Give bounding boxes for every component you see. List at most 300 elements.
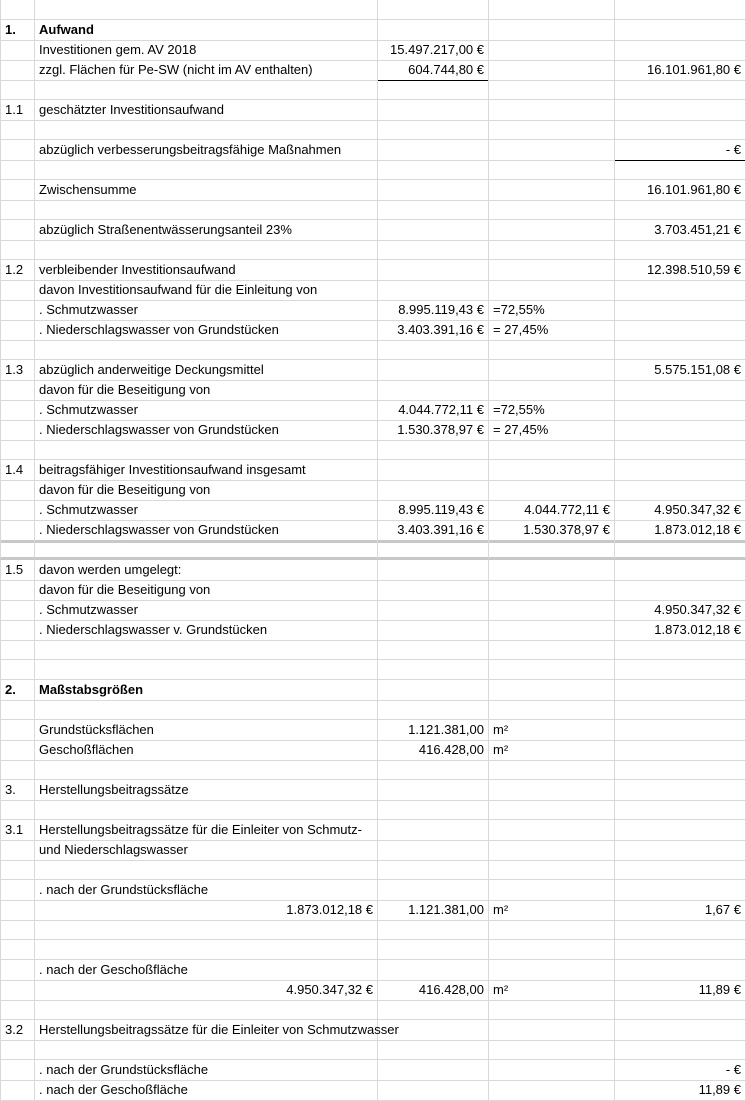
sheet-cell[interactable] bbox=[378, 380, 489, 401]
sheet-cell[interactable]: 1.121.381,00 bbox=[378, 720, 489, 741]
sheet-cell[interactable] bbox=[615, 160, 746, 180]
sheet-cell[interactable] bbox=[378, 120, 489, 140]
sheet-cell[interactable]: abzüglich verbesserungsbeitragsfähige Maßnahmen bbox=[35, 140, 378, 161]
sheet-cell[interactable] bbox=[378, 160, 489, 180]
sheet-cell[interactable] bbox=[0, 280, 35, 301]
sheet-cell[interactable] bbox=[615, 20, 746, 41]
sheet-cell[interactable] bbox=[378, 960, 489, 981]
sheet-cell[interactable] bbox=[378, 1040, 489, 1060]
sheet-cell[interactable] bbox=[378, 260, 489, 281]
sheet-cell[interactable] bbox=[615, 320, 746, 341]
sheet-cell[interactable]: 16.101.961,80 € bbox=[615, 180, 746, 201]
sheet-cell[interactable] bbox=[615, 960, 746, 981]
sheet-cell[interactable] bbox=[489, 260, 615, 281]
sheet-cell[interactable] bbox=[489, 620, 615, 641]
sheet-cell[interactable] bbox=[0, 720, 35, 741]
sheet-cell[interactable] bbox=[489, 220, 615, 241]
sheet-cell[interactable] bbox=[0, 580, 35, 601]
sheet-cell[interactable]: 4.044.772,11 € bbox=[489, 500, 615, 521]
sheet-cell[interactable] bbox=[489, 860, 615, 880]
sheet-cell[interactable] bbox=[0, 860, 35, 880]
sheet-cell[interactable] bbox=[0, 640, 35, 660]
sheet-cell[interactable] bbox=[35, 1040, 378, 1060]
sheet-cell[interactable] bbox=[489, 560, 615, 581]
sheet-cell[interactable]: 16.101.961,80 € bbox=[615, 60, 746, 81]
sheet-cell[interactable] bbox=[489, 440, 615, 460]
sheet-cell[interactable] bbox=[489, 1040, 615, 1060]
sheet-cell[interactable] bbox=[489, 700, 615, 720]
sheet-cell[interactable] bbox=[378, 0, 489, 20]
sheet-cell[interactable] bbox=[489, 680, 615, 701]
sheet-cell[interactable] bbox=[615, 1020, 746, 1041]
sheet-cell[interactable] bbox=[0, 240, 35, 260]
sheet-cell[interactable] bbox=[489, 100, 615, 121]
sheet-cell[interactable]: m² bbox=[489, 720, 615, 741]
sheet-cell[interactable] bbox=[378, 1060, 489, 1081]
sheet-row bbox=[0, 1000, 746, 1020]
sheet-cell[interactable]: Herstellungsbeitragssätze bbox=[35, 780, 378, 801]
sheet-cell[interactable] bbox=[489, 160, 615, 180]
sheet-cell[interactable] bbox=[378, 280, 489, 301]
sheet-cell[interactable] bbox=[35, 940, 378, 960]
sheet-cell[interactable] bbox=[378, 880, 489, 901]
sheet-cell[interactable]: 3.2 bbox=[0, 1020, 35, 1041]
sheet-cell[interactable]: . nach der Grundstücksfläche bbox=[35, 1060, 378, 1081]
sheet-cell[interactable] bbox=[35, 0, 378, 20]
sheet-cell[interactable] bbox=[615, 560, 746, 581]
sheet-cell[interactable]: 4.950.347,32 € bbox=[615, 600, 746, 621]
sheet-cell[interactable] bbox=[35, 80, 378, 100]
sheet-cell[interactable] bbox=[378, 600, 489, 621]
sheet-cell[interactable]: abzüglich Straßenentwässerungsanteil 23% bbox=[35, 220, 378, 241]
sheet-cell[interactable]: . Niederschlagswasser von Grundstücken bbox=[35, 520, 378, 543]
sheet-cell[interactable] bbox=[378, 580, 489, 601]
sheet-cell[interactable]: 1. bbox=[0, 20, 35, 41]
sheet-cell[interactable] bbox=[0, 380, 35, 401]
sheet-cell[interactable] bbox=[0, 160, 35, 180]
sheet-cell[interactable] bbox=[489, 760, 615, 780]
sheet-row bbox=[0, 720, 746, 740]
sheet-cell[interactable] bbox=[489, 600, 615, 621]
sheet-cell[interactable] bbox=[378, 560, 489, 581]
sheet-cell[interactable] bbox=[0, 420, 35, 441]
sheet-cell[interactable]: davon für die Beseitigung von bbox=[35, 580, 378, 601]
sheet-cell[interactable] bbox=[378, 820, 489, 841]
sheet-cell[interactable] bbox=[615, 40, 746, 61]
sheet-cell[interactable]: - € bbox=[615, 140, 746, 161]
sheet-cell[interactable] bbox=[0, 0, 35, 20]
sheet-cell[interactable] bbox=[615, 420, 746, 441]
sheet-row bbox=[0, 860, 746, 880]
sheet-cell[interactable] bbox=[615, 680, 746, 701]
sheet-cell[interactable] bbox=[378, 360, 489, 381]
sheet-cell[interactable] bbox=[35, 340, 378, 360]
sheet-row bbox=[0, 900, 746, 920]
sheet-cell[interactable]: . nach der Geschoßfläche bbox=[35, 960, 378, 981]
sheet-cell[interactable] bbox=[615, 100, 746, 121]
sheet-cell[interactable]: . Niederschlagswasser von Grundstücken bbox=[35, 420, 378, 441]
sheet-cell[interactable]: m² bbox=[489, 980, 615, 1001]
sheet-cell[interactable]: Maßstabsgrößen bbox=[35, 680, 378, 701]
sheet-cell[interactable] bbox=[378, 220, 489, 241]
sheet-cell[interactable] bbox=[378, 680, 489, 701]
sheet-cell[interactable] bbox=[615, 240, 746, 260]
sheet-cell[interactable] bbox=[615, 440, 746, 460]
sheet-cell[interactable]: . Niederschlagswasser v. Grundstücken bbox=[35, 620, 378, 641]
sheet-cell[interactable] bbox=[615, 700, 746, 720]
sheet-cell[interactable]: 1.530.378,97 € bbox=[489, 520, 615, 543]
sheet-cell[interactable] bbox=[0, 40, 35, 61]
sheet-row bbox=[0, 160, 746, 180]
sheet-cell[interactable] bbox=[35, 660, 378, 680]
sheet-cell[interactable] bbox=[489, 20, 615, 41]
sheet-cell[interactable] bbox=[489, 480, 615, 501]
sheet-row bbox=[0, 40, 746, 60]
sheet-cell[interactable]: 416.428,00 bbox=[378, 740, 489, 761]
sheet-cell[interactable] bbox=[489, 80, 615, 100]
sheet-cell[interactable] bbox=[615, 540, 746, 560]
sheet-cell[interactable] bbox=[378, 1000, 489, 1020]
sheet-cell[interactable]: beitragsfähiger Investitionsaufwand insgesamt bbox=[35, 460, 378, 481]
sheet-cell[interactable] bbox=[378, 940, 489, 960]
sheet-cell[interactable]: 11,89 € bbox=[615, 1080, 746, 1101]
sheet-row bbox=[0, 580, 746, 600]
sheet-cell[interactable] bbox=[0, 960, 35, 981]
sheet-cell[interactable]: 4.950.347,32 € bbox=[615, 500, 746, 521]
sheet-cell[interactable] bbox=[0, 760, 35, 780]
sheet-cell[interactable]: 1.121.381,00 bbox=[378, 900, 489, 921]
sheet-cell[interactable] bbox=[615, 400, 746, 421]
sheet-cell[interactable] bbox=[378, 860, 489, 880]
sheet-row bbox=[0, 180, 746, 200]
sheet-cell[interactable] bbox=[0, 80, 35, 100]
sheet-cell[interactable] bbox=[489, 360, 615, 381]
sheet-cell[interactable] bbox=[489, 0, 615, 20]
sheet-cell[interactable]: davon werden umgelegt: bbox=[35, 560, 378, 581]
sheet-cell[interactable] bbox=[378, 200, 489, 220]
sheet-cell[interactable]: 4.044.772,11 € bbox=[378, 400, 489, 421]
sheet-cell[interactable] bbox=[615, 720, 746, 741]
sheet-cell[interactable]: = 27,45% bbox=[489, 320, 615, 341]
sheet-cell[interactable] bbox=[0, 1040, 35, 1060]
sheet-cell[interactable] bbox=[35, 700, 378, 720]
sheet-cell[interactable] bbox=[0, 200, 35, 220]
sheet-cell[interactable] bbox=[489, 1080, 615, 1101]
sheet-cell[interactable] bbox=[615, 340, 746, 360]
sheet-cell[interactable] bbox=[615, 760, 746, 780]
sheet-cell[interactable] bbox=[0, 1060, 35, 1081]
sheet-cell[interactable] bbox=[0, 840, 35, 861]
sheet-row bbox=[0, 640, 746, 660]
sheet-cell[interactable]: 1.873.012,18 € bbox=[35, 900, 378, 921]
sheet-cell[interactable] bbox=[489, 780, 615, 801]
sheet-cell[interactable] bbox=[489, 920, 615, 940]
sheet-cell[interactable]: davon Investitionsaufwand für die Einleitung von bbox=[35, 280, 378, 301]
sheet-cell[interactable]: 1.873.012,18 € bbox=[615, 520, 746, 543]
sheet-row bbox=[0, 980, 746, 1000]
sheet-cell[interactable]: Herstellungsbeitragssätze für die Einleiter von Schmutz- bbox=[35, 820, 378, 841]
sheet-cell[interactable] bbox=[378, 660, 489, 680]
sheet-cell[interactable] bbox=[615, 640, 746, 660]
sheet-row bbox=[0, 700, 746, 720]
sheet-cell[interactable]: 1.4 bbox=[0, 460, 35, 481]
sheet-cell[interactable] bbox=[378, 1080, 489, 1101]
sheet-cell[interactable] bbox=[0, 600, 35, 621]
sheet-cell[interactable] bbox=[378, 780, 489, 801]
sheet-cell[interactable] bbox=[0, 180, 35, 201]
sheet-cell[interactable]: . Schmutzwasser bbox=[35, 500, 378, 521]
sheet-cell[interactable]: Aufwand bbox=[35, 20, 378, 41]
sheet-cell[interactable]: 12.398.510,59 € bbox=[615, 260, 746, 281]
sheet-cell[interactable]: 8.995.119,43 € bbox=[378, 300, 489, 321]
sheet-cell[interactable] bbox=[378, 180, 489, 201]
sheet-cell[interactable] bbox=[615, 80, 746, 100]
sheet-cell[interactable] bbox=[489, 240, 615, 260]
sheet-cell[interactable] bbox=[489, 120, 615, 140]
sheet-cell[interactable]: 4.950.347,32 € bbox=[35, 980, 378, 1001]
sheet-cell[interactable] bbox=[489, 800, 615, 820]
sheet-cell[interactable]: davon für die Beseitigung von bbox=[35, 480, 378, 501]
sheet-cell[interactable] bbox=[0, 620, 35, 641]
sheet-cell[interactable] bbox=[615, 780, 746, 801]
sheet-cell[interactable] bbox=[489, 460, 615, 481]
sheet-cell[interactable]: abzüglich anderweitige Deckungsmittel bbox=[35, 360, 378, 381]
sheet-cell[interactable] bbox=[615, 0, 746, 20]
sheet-cell[interactable] bbox=[489, 580, 615, 601]
sheet-cell[interactable]: Geschoßflächen bbox=[35, 740, 378, 761]
sheet-cell[interactable]: =72,55% bbox=[489, 300, 615, 321]
sheet-cell[interactable] bbox=[35, 760, 378, 780]
sheet-cell[interactable]: 416.428,00 bbox=[378, 980, 489, 1001]
sheet-cell[interactable]: Grundstücksflächen bbox=[35, 720, 378, 741]
sheet-cell[interactable]: 11,89 € bbox=[615, 980, 746, 1001]
sheet-row bbox=[0, 960, 746, 980]
sheet-cell[interactable]: davon für die Beseitigung von bbox=[35, 380, 378, 401]
sheet-cell[interactable] bbox=[615, 820, 746, 841]
sheet-cell[interactable] bbox=[489, 660, 615, 680]
sheet-cell[interactable]: 3. bbox=[0, 780, 35, 801]
sheet-cell[interactable] bbox=[489, 1000, 615, 1020]
sheet-cell[interactable] bbox=[489, 540, 615, 560]
sheet-cell[interactable] bbox=[378, 920, 489, 940]
sheet-cell[interactable] bbox=[489, 60, 615, 81]
sheet-cell[interactable]: . nach der Grundstücksfläche bbox=[35, 880, 378, 901]
sheet-cell[interactable] bbox=[378, 620, 489, 641]
sheet-cell[interactable] bbox=[0, 1080, 35, 1101]
sheet-cell[interactable] bbox=[0, 800, 35, 820]
sheet-cell[interactable] bbox=[378, 760, 489, 780]
sheet-cell[interactable] bbox=[489, 1060, 615, 1081]
sheet-cell[interactable]: 3.1 bbox=[0, 820, 35, 841]
sheet-cell[interactable] bbox=[35, 920, 378, 940]
sheet-cell[interactable]: verbleibender Investitionsaufwand bbox=[35, 260, 378, 281]
sheet-row bbox=[0, 540, 746, 560]
sheet-cell[interactable] bbox=[378, 800, 489, 820]
sheet-cell[interactable] bbox=[0, 920, 35, 940]
sheet-cell[interactable]: und Niederschlagswasser bbox=[35, 840, 378, 861]
sheet-cell[interactable] bbox=[615, 660, 746, 680]
sheet-cell[interactable]: 604.744,80 € bbox=[378, 60, 489, 81]
sheet-cell[interactable] bbox=[489, 880, 615, 901]
sheet-cell[interactable]: . nach der Geschoßfläche bbox=[35, 1080, 378, 1101]
sheet-cell[interactable] bbox=[615, 800, 746, 820]
sheet-cell[interactable] bbox=[615, 1000, 746, 1020]
sheet-cell[interactable] bbox=[489, 1020, 615, 1041]
sheet-cell[interactable] bbox=[378, 80, 489, 100]
sheet-cell[interactable] bbox=[615, 740, 746, 761]
sheet-cell[interactable] bbox=[0, 500, 35, 521]
sheet-cell[interactable]: m² bbox=[489, 900, 615, 921]
sheet-cell[interactable] bbox=[35, 240, 378, 260]
sheet-row bbox=[0, 1020, 746, 1040]
sheet-cell[interactable]: 1.873.012,18 € bbox=[615, 620, 746, 641]
sheet-cell[interactable]: . Schmutzwasser bbox=[35, 600, 378, 621]
sheet-cell[interactable]: 3.403.391,16 € bbox=[378, 520, 489, 543]
sheet-cell[interactable] bbox=[35, 440, 378, 460]
sheet-cell[interactable] bbox=[0, 120, 35, 140]
sheet-cell[interactable] bbox=[35, 640, 378, 660]
sheet-cell[interactable]: 1.1 bbox=[0, 100, 35, 121]
sheet-cell[interactable] bbox=[615, 480, 746, 501]
sheet-cell[interactable] bbox=[35, 1000, 378, 1020]
sheet-cell[interactable] bbox=[378, 640, 489, 660]
sheet-cell[interactable] bbox=[0, 220, 35, 241]
sheet-cell[interactable] bbox=[0, 740, 35, 761]
sheet-row bbox=[0, 0, 746, 20]
sheet-cell[interactable] bbox=[0, 400, 35, 421]
sheet-cell[interactable] bbox=[489, 140, 615, 161]
sheet-cell[interactable]: 5.575.151,08 € bbox=[615, 360, 746, 381]
sheet-cell[interactable] bbox=[378, 20, 489, 41]
sheet-cell[interactable] bbox=[378, 840, 489, 861]
sheet-cell[interactable]: = 27,45% bbox=[489, 420, 615, 441]
sheet-cell[interactable] bbox=[615, 580, 746, 601]
sheet-cell[interactable] bbox=[489, 380, 615, 401]
sheet-cell[interactable]: 8.995.119,43 € bbox=[378, 500, 489, 521]
sheet-cell[interactable] bbox=[615, 380, 746, 401]
sheet-row bbox=[0, 460, 746, 480]
sheet-cell[interactable] bbox=[489, 840, 615, 861]
sheet-cell[interactable] bbox=[489, 820, 615, 841]
sheet-cell[interactable] bbox=[378, 100, 489, 121]
sheet-cell[interactable] bbox=[35, 160, 378, 180]
sheet-cell[interactable] bbox=[0, 940, 35, 960]
sheet-cell[interactable] bbox=[615, 120, 746, 140]
sheet-cell[interactable]: 3.403.391,16 € bbox=[378, 320, 489, 341]
sheet-cell[interactable]: 1,67 € bbox=[615, 900, 746, 921]
sheet-row bbox=[0, 560, 746, 580]
sheet-cell[interactable]: - € bbox=[615, 1060, 746, 1081]
sheet-cell[interactable] bbox=[615, 880, 746, 901]
sheet-cell[interactable] bbox=[615, 300, 746, 321]
sheet-cell[interactable] bbox=[489, 940, 615, 960]
sheet-cell[interactable] bbox=[0, 700, 35, 720]
sheet-row bbox=[0, 320, 746, 340]
sheet-cell[interactable] bbox=[0, 880, 35, 901]
sheet-cell[interactable]: =72,55% bbox=[489, 400, 615, 421]
sheet-cell[interactable] bbox=[615, 920, 746, 940]
sheet-cell[interactable] bbox=[0, 660, 35, 680]
sheet-cell[interactable]: . Schmutzwasser bbox=[35, 400, 378, 421]
sheet-row bbox=[0, 140, 746, 160]
sheet-cell[interactable]: . Schmutzwasser bbox=[35, 300, 378, 321]
sheet-cell[interactable] bbox=[489, 640, 615, 660]
sheet-cell[interactable] bbox=[378, 700, 489, 720]
sheet-cell[interactable] bbox=[489, 40, 615, 61]
sheet-cell[interactable] bbox=[378, 480, 489, 501]
sheet-cell[interactable] bbox=[0, 340, 35, 360]
sheet-cell[interactable] bbox=[489, 340, 615, 360]
sheet-cell[interactable] bbox=[378, 240, 489, 260]
sheet-cell[interactable] bbox=[615, 280, 746, 301]
sheet-cell[interactable] bbox=[35, 120, 378, 140]
sheet-cell[interactable] bbox=[35, 800, 378, 820]
sheet-cell[interactable]: 1.5 bbox=[0, 560, 35, 581]
sheet-cell[interactable] bbox=[35, 860, 378, 880]
sheet-cell[interactable] bbox=[0, 480, 35, 501]
sheet-cell[interactable] bbox=[378, 340, 489, 360]
sheet-row bbox=[0, 940, 746, 960]
sheet-cell[interactable] bbox=[615, 460, 746, 481]
sheet-cell[interactable] bbox=[0, 980, 35, 1001]
sheet-cell[interactable] bbox=[35, 200, 378, 220]
sheet-cell[interactable] bbox=[0, 540, 35, 560]
sheet-cell[interactable] bbox=[378, 540, 489, 560]
sheet-row bbox=[0, 100, 746, 120]
sheet-cell[interactable] bbox=[378, 460, 489, 481]
sheet-cell[interactable]: 1.530.378,97 € bbox=[378, 420, 489, 441]
sheet-row bbox=[0, 660, 746, 680]
sheet-cell[interactable] bbox=[378, 140, 489, 161]
sheet-cell[interactable] bbox=[615, 860, 746, 880]
sheet-cell[interactable] bbox=[489, 180, 615, 201]
sheet-cell[interactable]: 2. bbox=[0, 680, 35, 701]
sheet-cell[interactable]: 3.703.451,21 € bbox=[615, 220, 746, 241]
sheet-cell[interactable]: . Niederschlagswasser von Grundstücken bbox=[35, 320, 378, 341]
sheet-cell[interactable] bbox=[489, 200, 615, 220]
sheet-cell[interactable]: 15.497.217,00 € bbox=[378, 40, 489, 61]
sheet-cell[interactable] bbox=[615, 200, 746, 220]
sheet-cell[interactable] bbox=[0, 1000, 35, 1020]
sheet-cell[interactable] bbox=[489, 280, 615, 301]
sheet-cell[interactable]: 1.2 bbox=[0, 260, 35, 281]
sheet-cell[interactable] bbox=[489, 960, 615, 981]
sheet-cell[interactable] bbox=[378, 440, 489, 460]
sheet-cell[interactable]: Herstellungsbeitragssätze für die Einleiter von Schmutzwasser bbox=[35, 1020, 378, 1041]
sheet-cell[interactable] bbox=[0, 900, 35, 921]
sheet-cell[interactable] bbox=[378, 1020, 489, 1041]
sheet-row bbox=[0, 820, 746, 840]
sheet-cell[interactable]: Zwischensumme bbox=[35, 180, 378, 201]
sheet-cell[interactable] bbox=[615, 840, 746, 861]
sheet-cell[interactable]: m² bbox=[489, 740, 615, 761]
sheet-cell[interactable]: zzgl. Flächen für Pe-SW (nicht im AV enthalten) bbox=[35, 60, 378, 81]
sheet-cell[interactable] bbox=[615, 940, 746, 960]
sheet-cell[interactable] bbox=[35, 540, 378, 560]
sheet-row bbox=[0, 1060, 746, 1080]
sheet-cell[interactable]: geschätzter Investitionsaufwand bbox=[35, 100, 378, 121]
sheet-cell[interactable] bbox=[615, 1040, 746, 1060]
sheet-cell[interactable]: Investitionen gem. AV 2018 bbox=[35, 40, 378, 61]
sheet-cell[interactable] bbox=[0, 60, 35, 81]
sheet-cell[interactable] bbox=[0, 300, 35, 321]
sheet-row bbox=[0, 780, 746, 800]
sheet-cell[interactable] bbox=[0, 440, 35, 460]
sheet-cell[interactable] bbox=[0, 320, 35, 341]
sheet-cell[interactable]: 1.3 bbox=[0, 360, 35, 381]
sheet-row bbox=[0, 840, 746, 860]
sheet-cell[interactable] bbox=[0, 140, 35, 161]
